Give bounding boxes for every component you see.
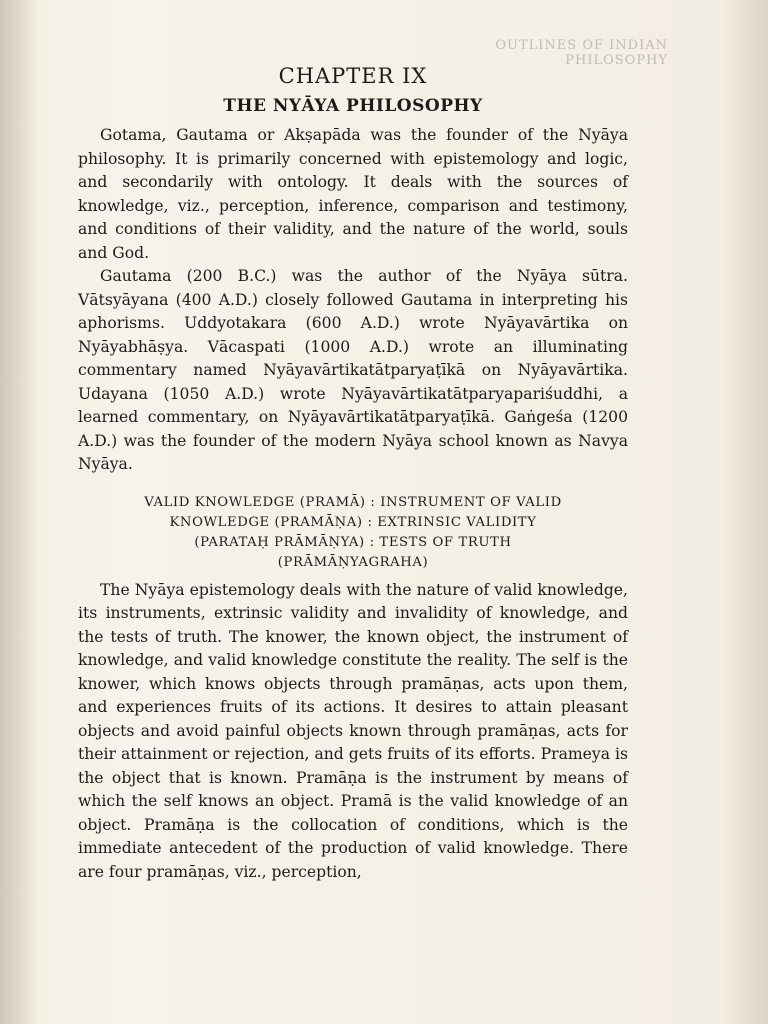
- running-head: OUTLINES OF INDIAN PHILOSOPHY: [495, 38, 668, 68]
- paragraph-1: Gotama, Gautama or Akṣapāda was the founder of the Nyāya philosophy. It is primarily concerned with epistemology and logic, and secondarily with ontology. It deals with the sources of knowledge, viz., perception, inference, comparison and testimony, and conditions of their validity, and the nature of the world, souls and God.: [78, 126, 628, 262]
- page-content: [78, 60, 628, 884]
- subheading-line-3: (PARATAḤ PRĀMĀṆYA) : TESTS OF TRUTH: [194, 534, 512, 550]
- subheading-line-1: VALID KNOWLEDGE (PRAMĀ) : INSTRUMENT OF VALID: [144, 494, 562, 510]
- chapter-heading: CHAPTER IX: [278, 64, 428, 88]
- chapter-title: THE NYĀYA PHILOSOPHY: [223, 96, 483, 116]
- paragraph-2: Gautama (200 B.C.) was the author of the Nyāya sūtra. Vātsyāyana (400 A.D.) closely followed Gautama in interpreting his aphorisms. Uddyotakara (600 A.D.) wrote Nyāyavārtika on Nyāyabhāṣya. Vācaspati (1000 A.D.) wrote an illuminating commentary named Nyāyavārtikatātparyaṭīkā on Nyāyavārtika. Udayana (1050 A.D.) wrote Nyāyavārtikatātparyapariśuddhi, a learned commentary, on Nyāyavārtikatātparyaṭīkā. Gaṅgeśa (1200 A.D.) was the founder of the modern Nyāya school known as Navya Nyāya.: [78, 267, 628, 473]
- paragraph-3: The Nyāya epistemology deals with the nature of valid knowledge, its instruments, extrinsic validity and invalidity of knowledge, and the tests of truth. The knower, the known object, the instrument of knowledge, and valid knowledge constitute the reality. The self is the knower, which knows objects through pramāṇas, acts upon them, and experiences fruits of its actions. It desires to attain pleasant objects and avoid painful objects known through pramāṇas, acts for their attainment or rejection, and gets fruits of its efforts. Prameya is the object that is known. Pramāṇa is the instrument by means of which the self knows an object. Pramā is the valid knowledge of an object. Pramāṇa is the collocation of conditions, which is the immediate antecedent of the production of valid knowledge. There are four pramāṇas, viz., perception,: [78, 580, 628, 881]
- subheading-line-4: (PRĀMĀṆYAGRAHA): [277, 554, 429, 570]
- subheading-line-2: KNOWLEDGE (PRAMĀṆA) : EXTRINSIC VALIDITY: [169, 514, 537, 530]
- subsection-heading: [78, 493, 628, 573]
